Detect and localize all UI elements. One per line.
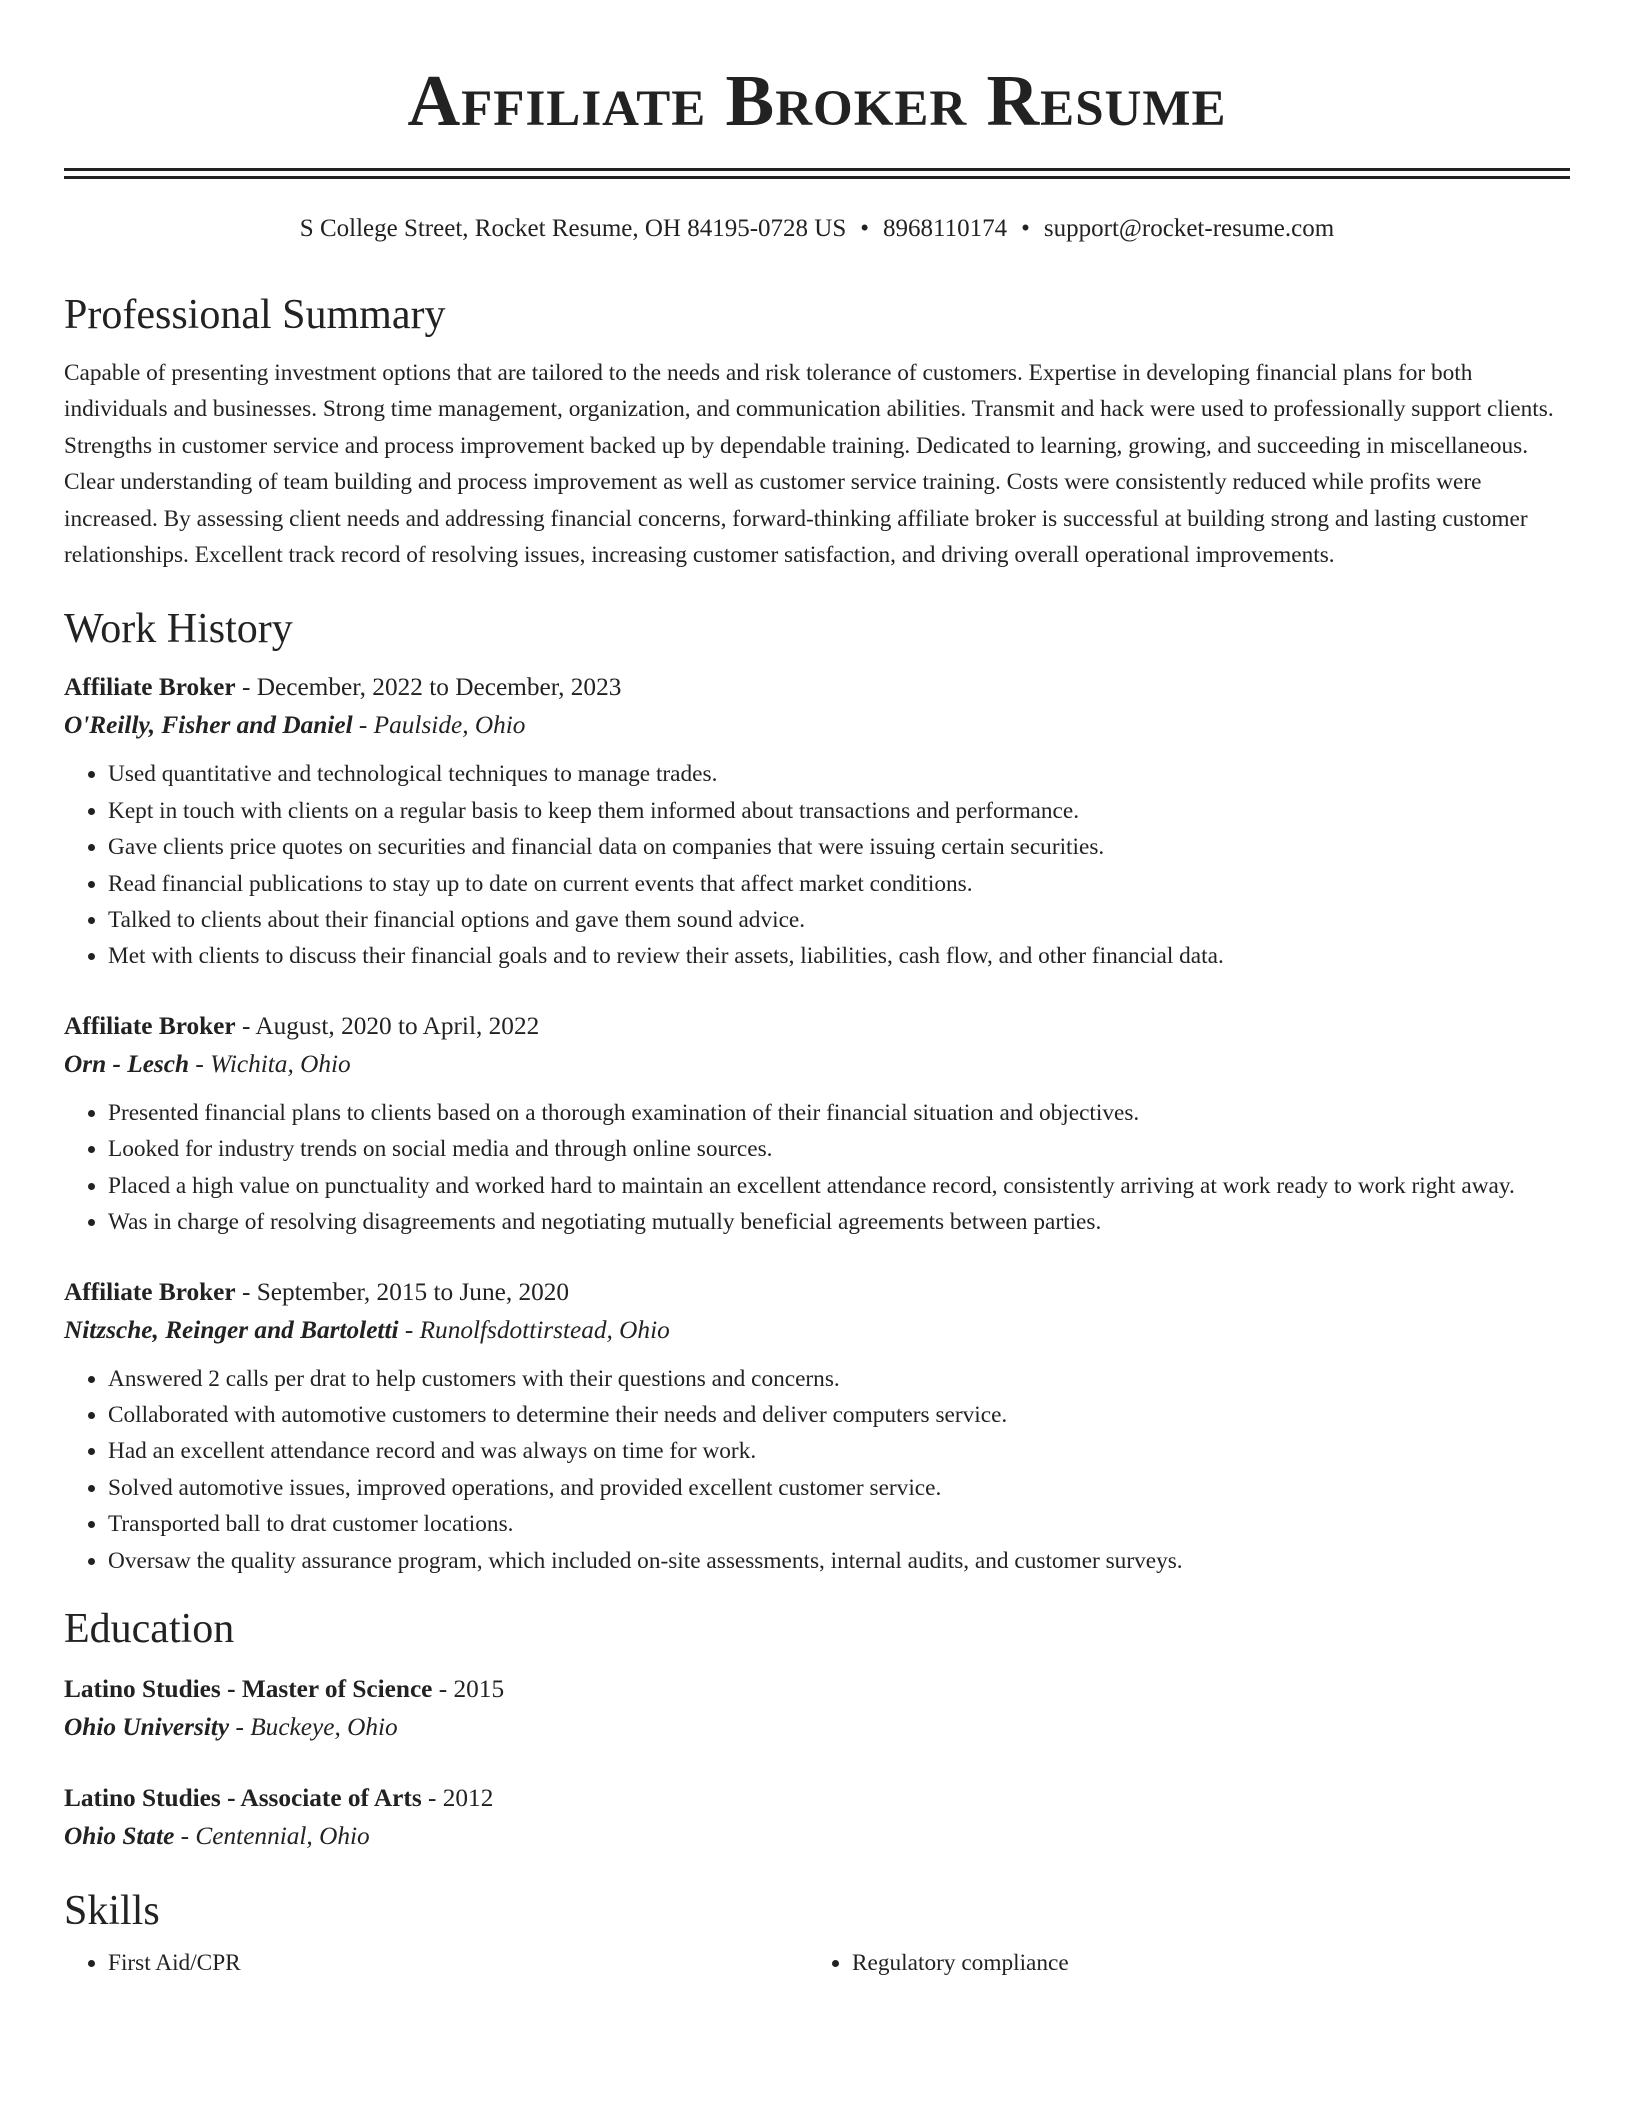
- job-title: Affiliate Broker: [64, 1277, 236, 1306]
- job-company: O'Reilly, Fisher and Daniel: [64, 711, 353, 740]
- education-school: Ohio State: [64, 1821, 175, 1850]
- education-entry: [64, 1780, 1570, 1855]
- job-header: [64, 1274, 1570, 1311]
- job-company-line: [64, 706, 1570, 744]
- resume-title: Affiliate Broker Resume: [407, 60, 1227, 141]
- list-item: • Regulatory compliance: [852, 1945, 1552, 1981]
- job-location: - Wichita, Ohio: [195, 1049, 351, 1078]
- education-year: - 2012: [428, 1783, 494, 1812]
- job-dates: - December, 2022 to December, 2023: [241, 673, 622, 702]
- list-item: • Had an excellent attendance record and was always on time for work.: [108, 1433, 1570, 1469]
- contact-address: S College Street, Rocket Resume, OH 84195-0728 US: [299, 215, 847, 242]
- education-location: - Buckeye, Ohio: [235, 1712, 398, 1741]
- job-entry: [64, 1008, 1570, 1241]
- job-company-line: [64, 1045, 1570, 1083]
- list-item: • Kept in touch with clients on a regular basis to keep them informed about transactions and performance.: [108, 793, 1570, 829]
- job-company-line: [64, 1311, 1570, 1349]
- list-item: • Placed a high value on punctuality and worked hard to maintain an excellent attendance record, consistently arriving at work ready to work right away.: [108, 1168, 1570, 1204]
- education-heading: Education: [64, 1605, 235, 1652]
- contact-email[interactable]: support@rocket-resume.com: [1043, 215, 1335, 242]
- job-bullets: [64, 1361, 1570, 1579]
- work-history-heading: Work History: [64, 606, 293, 653]
- education-school-line: [64, 1708, 1570, 1746]
- job-title: Affiliate Broker: [64, 673, 236, 702]
- summary-heading: Professional Summary: [64, 292, 446, 338]
- job-location: - Runolfsdottirstead, Ohio: [404, 1315, 670, 1344]
- skills-list: [64, 1945, 1570, 1981]
- job-location: - Paulside, Ohio: [358, 711, 526, 740]
- job-header: [64, 1008, 1570, 1045]
- contact-line: [64, 213, 1570, 245]
- job-dates: - August, 2020 to April, 2022: [241, 1011, 540, 1040]
- job-entry: [64, 669, 1570, 974]
- list-item: • Solved automotive issues, improved operations, and provided excellent customer service.: [108, 1470, 1570, 1506]
- skills-column-right: [808, 1945, 1552, 1981]
- contact-phone: 8968110174: [883, 215, 1008, 242]
- list-item: • Looked for industry trends on social media and through online sources.: [108, 1131, 1570, 1167]
- job-bullets: [64, 1095, 1570, 1241]
- skills-heading: Skills: [64, 1887, 160, 1934]
- list-item: • Gave clients price quotes on securities and financial data on companies that were issuing certain securities.: [108, 829, 1570, 865]
- list-item: • Collaborated with automotive customers to determine their needs and deliver computers service.: [108, 1397, 1570, 1433]
- list-item: • Answered 2 calls per drat to help customers with their questions and concerns.: [108, 1361, 1570, 1397]
- job-dates: - September, 2015 to June, 2020: [241, 1277, 570, 1306]
- job-header: [64, 669, 1570, 706]
- education-entry: [64, 1671, 1570, 1746]
- list-item: • Talked to clients about their financial options and gave them sound advice.: [108, 902, 1570, 938]
- list-item: • Used quantitative and technological techniques to manage trades.: [108, 756, 1570, 792]
- list-item: • Presented financial plans to clients based on a thorough examination of their financial situation and objectives.: [108, 1095, 1570, 1131]
- title-rule-bottom: [64, 176, 1570, 179]
- job-bullets: [64, 756, 1570, 974]
- list-item: • Read financial publications to stay up to date on current events that affect market conditions.: [108, 866, 1570, 902]
- contact-separator: •: [860, 215, 870, 242]
- contact-separator: •: [1021, 215, 1030, 242]
- list-item: • Oversaw the quality assurance program, which included on-site assessments, internal audits, and customer surveys.: [108, 1543, 1570, 1579]
- education-degree: Latino Studies - Master of Science: [64, 1674, 433, 1703]
- job-company: Nitzsche, Reinger and Bartoletti: [64, 1315, 399, 1344]
- resume-page: [64, 0, 1570, 1981]
- education-header: [64, 1780, 1570, 1817]
- education-location: - Centennial, Ohio: [180, 1821, 370, 1850]
- list-item: • First Aid/CPR: [108, 1945, 808, 1981]
- education-school-line: [64, 1817, 1570, 1855]
- list-item: • Was in charge of resolving disagreements and negotiating mutually beneficial agreements between parties.: [108, 1204, 1570, 1240]
- skills-column-left: [64, 1945, 808, 1981]
- education-degree: Latino Studies - Associate of Arts: [64, 1783, 422, 1812]
- job-title: Affiliate Broker: [64, 1011, 236, 1040]
- list-item: • Met with clients to discuss their financial goals and to review their assets, liabilities, cash flow, and other financial data.: [108, 938, 1570, 974]
- education-year: - 2015: [438, 1674, 505, 1703]
- job-entry: [64, 1274, 1570, 1579]
- education-header: [64, 1671, 1570, 1708]
- summary-text: Capable of presenting investment options that are tailored to the needs and risk tolerance of customers. Expertise in developing financial plans for both individuals and businesses. Strong time management, organization, and communication abilities. Transmit and hack were used to professionally support clients. Strengths in customer service and process improvement backed up by dependable training. Dedicated to learning, growing, and succeeding in miscellaneous. Clear understanding of team building and process improvement as well as customer service training. Costs were consistently reduced while profits were increased. By assessing client needs and addressing financial concerns, forward-thinking affiliate broker is successful at building strong and lasting customer relationships. Excellent track record of resolving issues, increasing customer satisfaction, and driving overall operational improvements.: [64, 360, 1554, 569]
- education-school: Ohio University: [64, 1712, 230, 1741]
- list-item: • Transported ball to drat customer locations.: [108, 1506, 1570, 1542]
- job-company: Orn - Lesch: [64, 1049, 190, 1078]
